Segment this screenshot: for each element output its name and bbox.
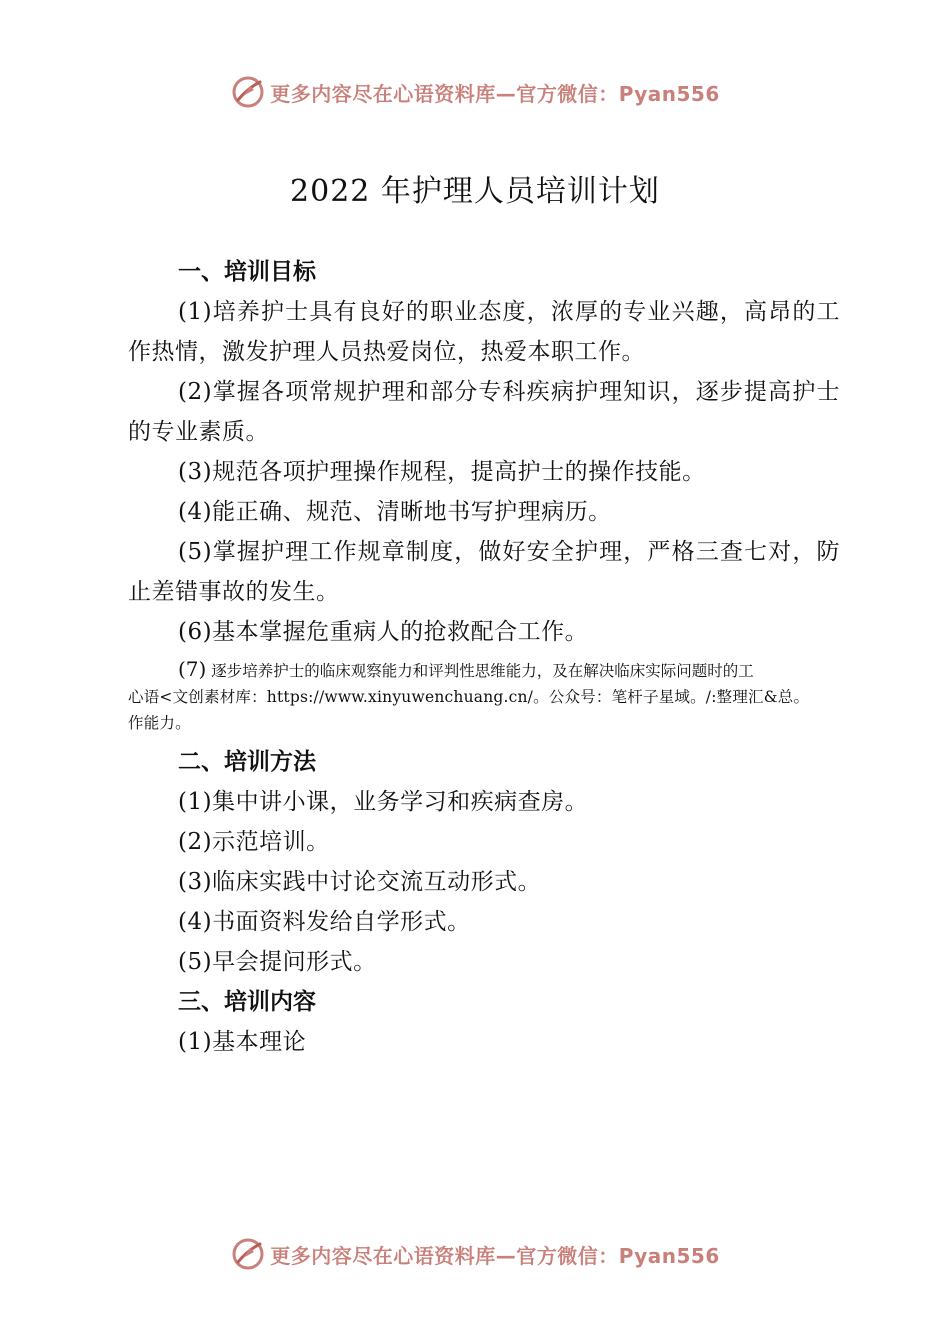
footer-banner	[0, 1232, 950, 1276]
content-item: (1)基本理论	[178, 1029, 307, 1055]
goal-item-7-number: (7)	[178, 657, 207, 681]
goal-item: (3)规范各项护理操作规程，提高护士的操作技能。	[178, 459, 706, 485]
section-heading-goals: 一、培训目标	[178, 259, 316, 285]
document-title: 2022 年护理人员培训计划	[290, 174, 660, 209]
goal-item-7-line3: 作能力。	[128, 714, 191, 732]
goal-item: (2)掌握各项常规护理和部分专科疾病护理知识，逐步提高护士的专业素质。	[128, 379, 840, 445]
goal-item: (5)掌握护理工作规章制度，做好安全护理，严格三查七对，防止差错事故的发生。	[128, 539, 840, 605]
section-heading-content: 三、培训内容	[178, 989, 316, 1015]
brush-logo-icon	[230, 74, 266, 110]
method-item: (4)书面资料发给自学形式。	[178, 909, 471, 935]
goal-item-7-line2: 心语<文创素材库：https://www.xinyuwenchuang.cn/。公众号：笔杆子星域。/:整理汇&总。	[128, 688, 810, 706]
banner-text: 更多内容尽在心语资料库—官方微信：Pyan556	[270, 1243, 720, 1268]
method-item: (1)集中讲小课，业务学习和疾病查房。	[178, 789, 589, 815]
method-item: (2)示范培训。	[178, 829, 330, 855]
goal-item-7-line1	[128, 656, 840, 684]
section-heading-methods: 二、培训方法	[178, 749, 316, 775]
goal-item-7-text: 逐步培养护士的临床观察能力和评判性思维能力，及在解决临床实际问题时的工	[206, 662, 754, 680]
method-item: (5)早会提问形式。	[178, 949, 377, 975]
brush-logo-icon	[230, 1236, 266, 1272]
goal-item: (6)基本掌握危重病人的抢救配合工作。	[178, 619, 589, 645]
goal-item: (1)培养护士具有良好的职业态度，浓厚的专业兴趣，高昂的工作热情，激发护理人员热爱岗位，热爱本职工作。	[128, 299, 840, 365]
goal-item: (4)能正确、规范、清晰地书写护理病历。	[178, 499, 612, 525]
method-item: (3)临床实践中讨论交流互动形式。	[178, 869, 542, 895]
document-body	[128, 252, 840, 1062]
header-banner	[0, 70, 950, 114]
goal-item-7	[128, 656, 840, 736]
banner-text: 更多内容尽在心语资料库—官方微信：Pyan556	[270, 81, 720, 106]
